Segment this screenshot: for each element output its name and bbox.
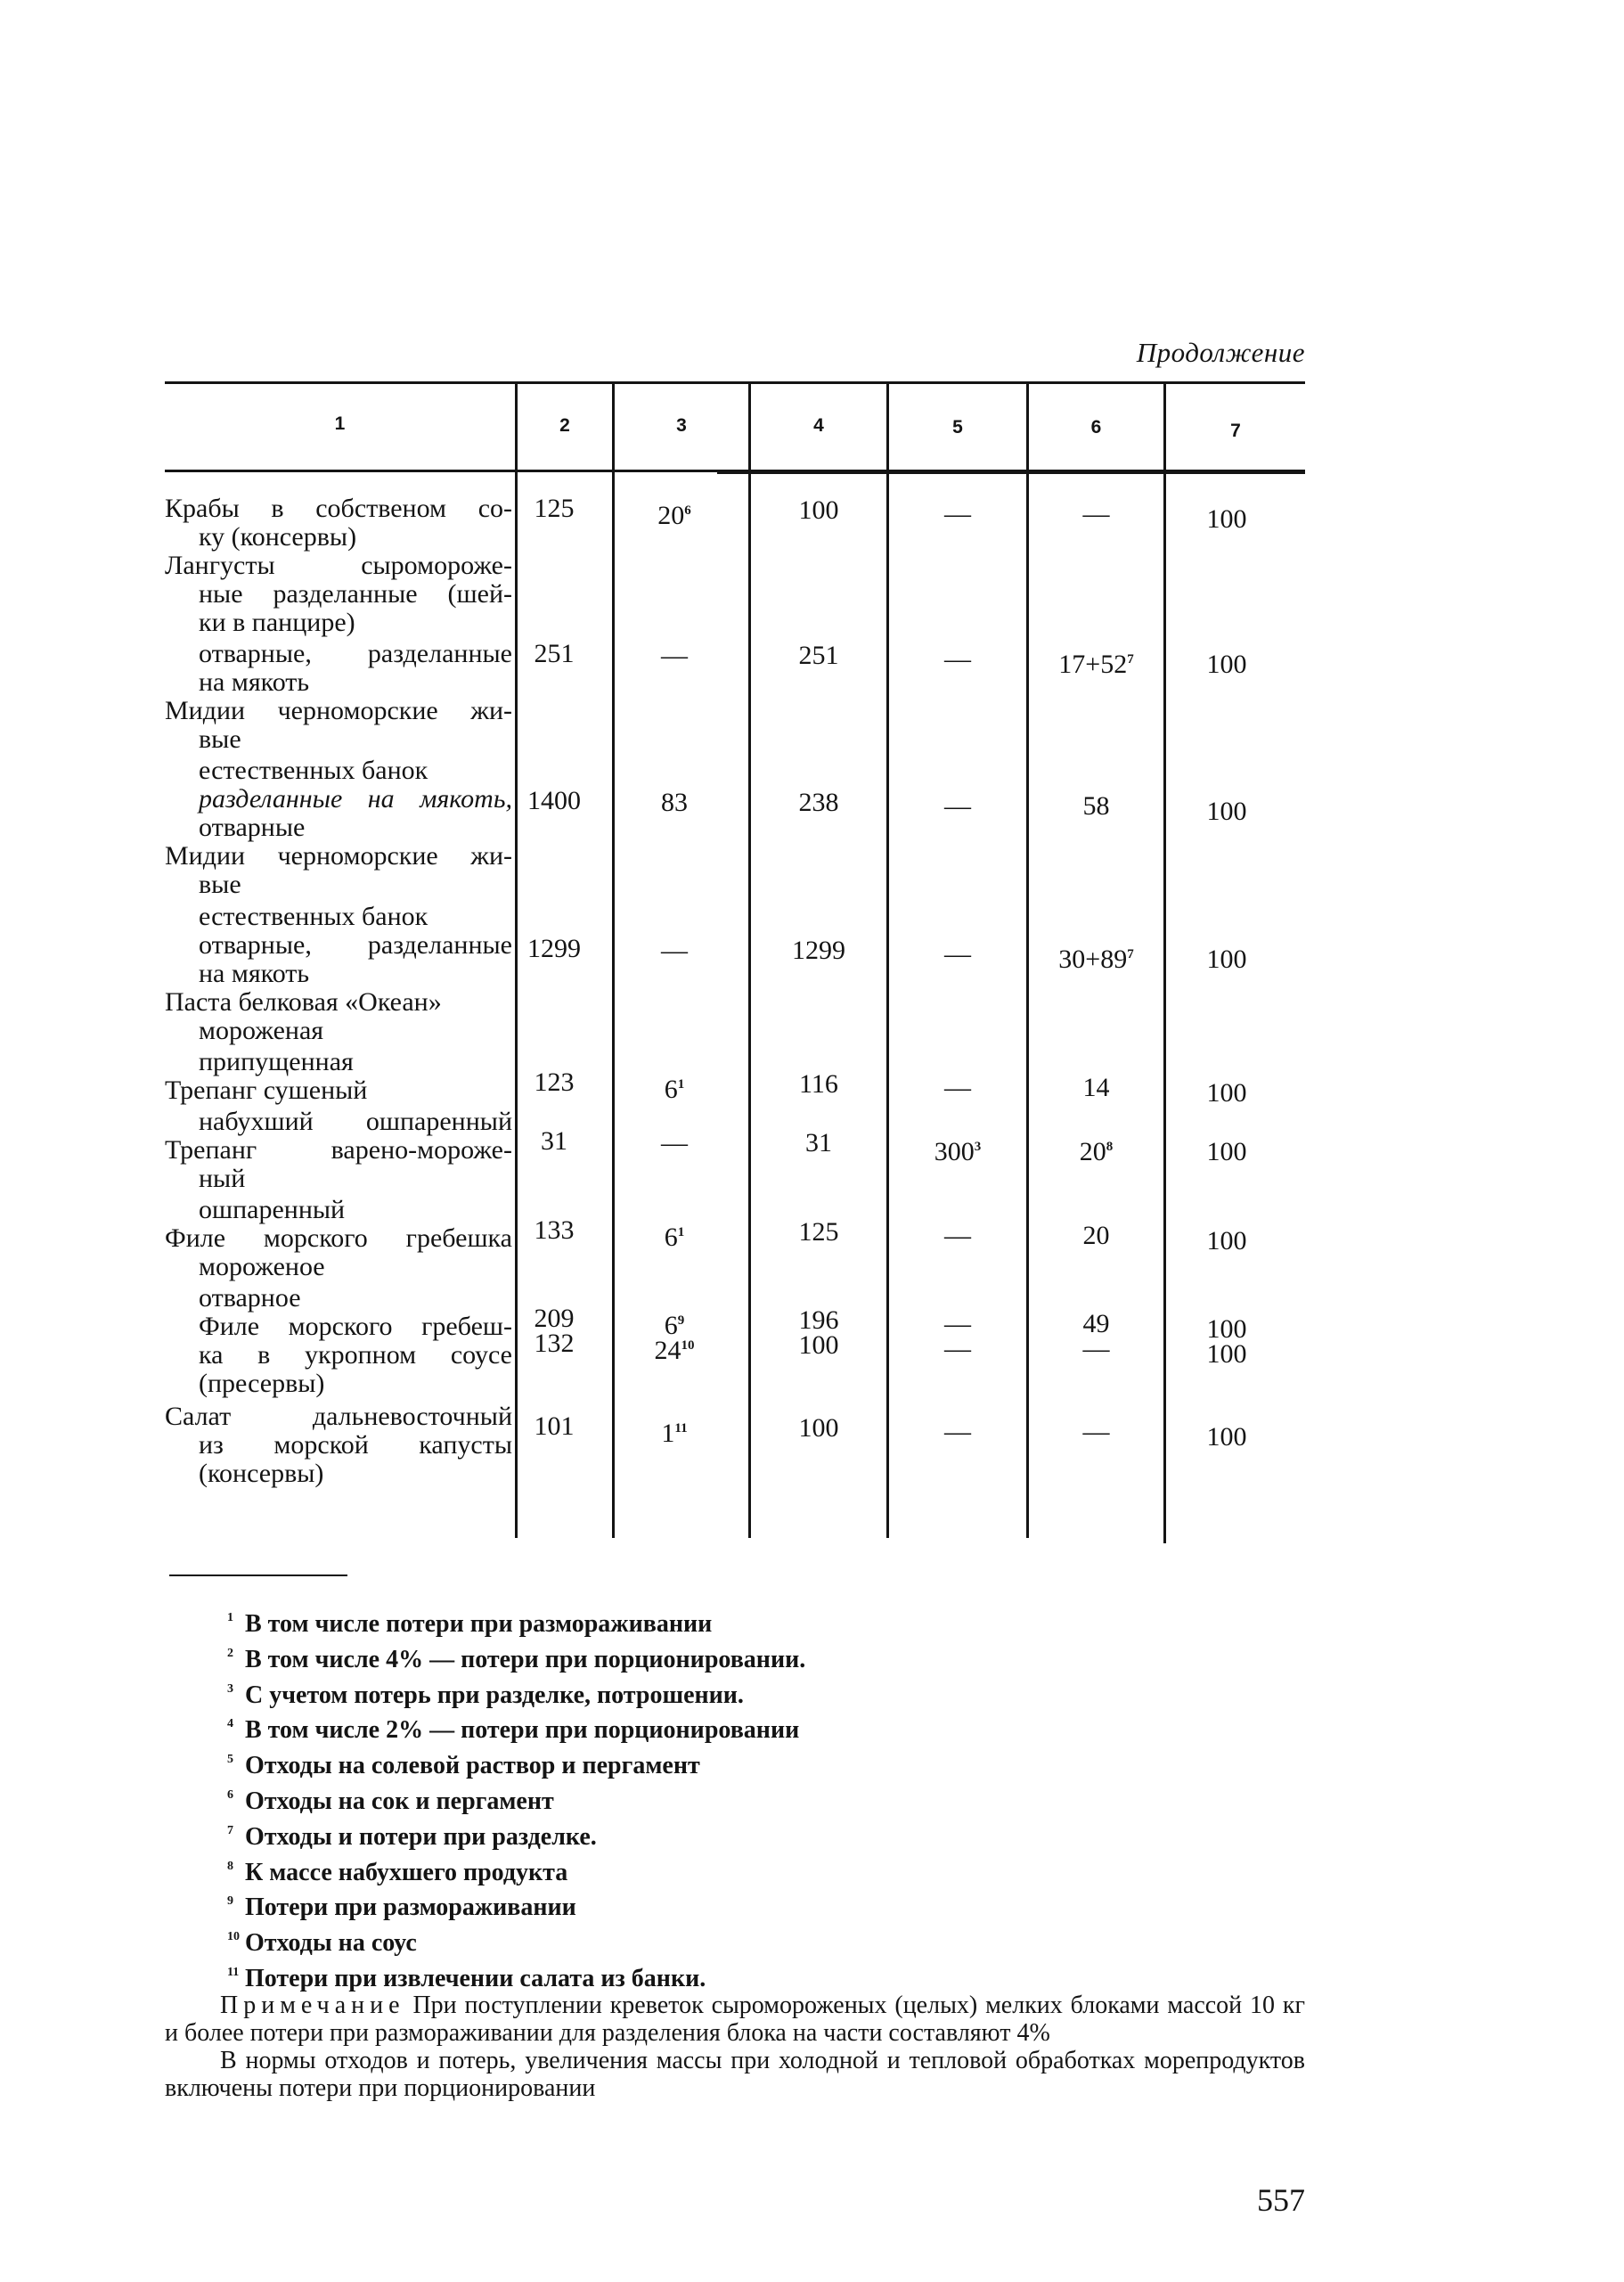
cell-value: 24 bbox=[654, 1336, 681, 1365]
footnote-number: 6 bbox=[227, 1787, 233, 1802]
cell-value: 100 bbox=[1206, 1422, 1247, 1452]
column-header: 5 bbox=[952, 417, 963, 438]
footnote-line bbox=[227, 1817, 1029, 1853]
table-cell-c2 bbox=[507, 1329, 601, 1359]
product-name-line: ошпаренный bbox=[199, 1195, 346, 1224]
table-cell-c5 bbox=[889, 939, 1026, 969]
footnote-text: Отходы на соус bbox=[245, 1929, 417, 1958]
table-cell-c2 bbox=[507, 1215, 601, 1246]
footnote-line bbox=[227, 1853, 1029, 1888]
footnote-ref: 11 bbox=[674, 1421, 688, 1435]
column-header: 4 bbox=[813, 415, 824, 436]
cell-value: 17+52 bbox=[1058, 650, 1128, 679]
footnote-ref: 1 bbox=[677, 1225, 685, 1239]
footnote-line bbox=[227, 1887, 1029, 1923]
footnote-line bbox=[227, 1923, 1029, 1959]
footnote-number: 4 bbox=[227, 1717, 233, 1731]
footnote-line bbox=[227, 1710, 1029, 1746]
footnote-ref: 1 bbox=[677, 1077, 685, 1092]
footnote-text: В том числе потери при размораживании bbox=[245, 1610, 713, 1638]
cell-value: — bbox=[944, 1417, 971, 1446]
cell-value: 100 bbox=[1206, 945, 1247, 974]
table-cell-c6 bbox=[1029, 791, 1163, 822]
product-name-line: мороженая bbox=[199, 1016, 324, 1045]
footnote-number: 3 bbox=[227, 1681, 233, 1696]
cell-value: 31 bbox=[541, 1126, 567, 1156]
footnote-number: 2 bbox=[227, 1646, 233, 1660]
footnote-ref: 10 bbox=[681, 1338, 695, 1353]
footnote-number: 8 bbox=[227, 1859, 233, 1873]
product-name-line: припущенная bbox=[199, 1047, 354, 1076]
table-cell-c6 bbox=[1029, 499, 1163, 529]
cell-value: — bbox=[944, 644, 971, 674]
table-cell-c4 bbox=[751, 1128, 886, 1158]
table-cell-c7 bbox=[1157, 1422, 1296, 1452]
table-cell-c7 bbox=[1157, 1137, 1296, 1167]
cell-value: 100 bbox=[1206, 1314, 1247, 1344]
product-name-line: (пресервы) bbox=[199, 1369, 325, 1398]
cell-value: 133 bbox=[534, 1215, 575, 1245]
product-name-line: Мидии черноморские жи- bbox=[165, 841, 512, 871]
table-cell-c2 bbox=[507, 494, 601, 524]
cell-value: 300 bbox=[934, 1137, 975, 1166]
table-cell-c4 bbox=[751, 1330, 886, 1361]
table-cell-c7 bbox=[1157, 1226, 1296, 1256]
product-name-line: набухший ошпаренный bbox=[199, 1107, 512, 1136]
table-cell-c5 bbox=[889, 499, 1026, 529]
cell-value: 30+89 bbox=[1058, 945, 1128, 974]
table-cell-c3 bbox=[608, 936, 741, 966]
product-name-line: мороженое bbox=[199, 1252, 325, 1281]
cell-value: 100 bbox=[1206, 504, 1247, 534]
cell-value: — bbox=[1082, 1334, 1110, 1363]
cell-value: 100 bbox=[798, 1413, 839, 1443]
footnote-ref: 6 bbox=[684, 503, 691, 518]
product-name-line: Трепанг варено-мороже- bbox=[165, 1135, 512, 1165]
cell-value: 100 bbox=[1206, 1137, 1247, 1166]
table-cell-c6 bbox=[1029, 1334, 1163, 1364]
footnote-text: К массе набухшего продукта bbox=[245, 1858, 568, 1886]
footnote-text: Отходы и потери при разделке. bbox=[245, 1822, 597, 1851]
product-name-line: ные разделанные (шей- bbox=[199, 579, 512, 609]
cell-value: 20 bbox=[657, 501, 685, 530]
table-cell-c3 bbox=[608, 641, 741, 671]
table-cell-c2 bbox=[507, 639, 601, 669]
cell-value: 100 bbox=[1206, 650, 1247, 679]
product-name-line: Паста белковая «Океан» bbox=[165, 987, 442, 1017]
cell-value: 100 bbox=[1206, 1078, 1247, 1108]
note-label: Примечание bbox=[220, 1992, 405, 2019]
table-cell-c3 bbox=[608, 1217, 741, 1253]
product-name-line: Филе морского гребешка bbox=[165, 1223, 512, 1253]
cell-value: 100 bbox=[798, 1330, 839, 1360]
cell-value: — bbox=[661, 936, 688, 965]
product-name-line: Салат дальневосточный bbox=[165, 1402, 512, 1431]
cell-value: 132 bbox=[534, 1329, 575, 1358]
cell-value: 100 bbox=[1206, 797, 1247, 826]
norms-table bbox=[165, 381, 1305, 1540]
cell-value: 101 bbox=[534, 1411, 575, 1441]
footnote-separator bbox=[169, 1574, 347, 1576]
table-cell-c6 bbox=[1029, 1221, 1163, 1251]
cell-value: 6 bbox=[664, 1223, 678, 1252]
table-cell-c5 bbox=[889, 1221, 1026, 1251]
footnote-text: Потери при извлечении салата из банки. bbox=[245, 1964, 706, 1992]
table-cell-c3 bbox=[608, 1330, 741, 1366]
product-name-line: естественных банок bbox=[199, 902, 428, 931]
product-name-line: ку (консервы) bbox=[199, 522, 357, 552]
table-cell-c4 bbox=[751, 641, 886, 671]
cell-value: 6 bbox=[664, 1311, 678, 1340]
product-name-line: разделанные на мякоть, bbox=[199, 784, 512, 814]
table-cell-c2 bbox=[507, 1067, 601, 1098]
footnote-text: Отходы на сок и пергамент bbox=[245, 1787, 554, 1815]
table-cell-c7 bbox=[1157, 1078, 1296, 1108]
product-name-line: из морской капусты bbox=[199, 1430, 512, 1460]
cell-value: 196 bbox=[798, 1305, 839, 1335]
cell-value: 100 bbox=[1206, 1226, 1247, 1256]
note-paragraph bbox=[165, 1992, 1305, 2047]
product-name-line: (консервы) bbox=[199, 1459, 324, 1488]
table-cell-c2 bbox=[507, 1411, 601, 1442]
product-name-line: отварное bbox=[199, 1283, 301, 1313]
table-cell-c5 bbox=[889, 1417, 1026, 1447]
cell-value: 251 bbox=[534, 639, 575, 668]
note bbox=[165, 1992, 1305, 2102]
footnote-ref: 3 bbox=[974, 1140, 982, 1154]
footnote-text: Отходы на солевой раствор и пергамент bbox=[245, 1752, 700, 1780]
cell-value: 100 bbox=[1206, 1339, 1247, 1369]
table-cell-c5 bbox=[889, 1132, 1026, 1167]
cell-value: 209 bbox=[534, 1304, 575, 1333]
product-name-line: вые bbox=[199, 724, 241, 754]
table-cell-c7 bbox=[1157, 797, 1296, 827]
table-cell-c5 bbox=[889, 1334, 1026, 1364]
cell-value: 14 bbox=[1082, 1073, 1110, 1102]
table-cell-c7 bbox=[1157, 650, 1296, 680]
footnote-ref: 9 bbox=[677, 1313, 685, 1328]
footnote-line bbox=[227, 1604, 1029, 1640]
product-name-line: на мякоть bbox=[199, 959, 310, 988]
table-cell-c3 bbox=[608, 495, 741, 531]
cell-value: — bbox=[944, 939, 971, 969]
table-cell-c4 bbox=[751, 936, 886, 966]
footnote-number: 9 bbox=[227, 1894, 233, 1909]
table-cell-c4 bbox=[751, 1217, 886, 1247]
cell-value: 6 bbox=[664, 1075, 678, 1104]
cell-value: — bbox=[944, 1309, 971, 1338]
continued-label: Продолжение bbox=[1136, 337, 1305, 368]
table-cell-c5 bbox=[889, 1073, 1026, 1103]
cell-value: 116 bbox=[799, 1069, 838, 1099]
footnote-number: 7 bbox=[227, 1823, 233, 1837]
table-cell-c4 bbox=[751, 788, 886, 818]
cell-value: — bbox=[944, 791, 971, 821]
table-top-rule bbox=[165, 381, 1305, 384]
product-name-line: Мидии черноморские жи- bbox=[165, 696, 512, 725]
table-cell-c6 bbox=[1029, 1417, 1163, 1447]
cell-value: 125 bbox=[798, 1217, 839, 1247]
table-cell-c6 bbox=[1029, 1132, 1163, 1167]
cell-value: 83 bbox=[661, 788, 688, 817]
cell-value: — bbox=[944, 1073, 971, 1102]
cell-value: — bbox=[944, 499, 971, 528]
page-number: 557 bbox=[1257, 2182, 1305, 2218]
footnote-number: 5 bbox=[227, 1753, 233, 1767]
table-cell-c4 bbox=[751, 1069, 886, 1100]
cell-value: 123 bbox=[534, 1067, 575, 1097]
cell-value: — bbox=[1082, 1417, 1110, 1446]
product-name-line: ный bbox=[199, 1164, 246, 1193]
product-name-line: естественных банок bbox=[199, 756, 428, 785]
table-cell-c5 bbox=[889, 791, 1026, 822]
cell-value: 1299 bbox=[527, 934, 581, 963]
footnote-line bbox=[227, 1959, 1029, 1994]
cell-value: — bbox=[661, 641, 688, 670]
footnote-ref: 7 bbox=[1127, 947, 1134, 961]
table-cell-c2 bbox=[507, 934, 601, 964]
table-cell-c3 bbox=[608, 1069, 741, 1105]
product-name-line: Лангусты сыромороже- bbox=[165, 551, 512, 580]
cell-value: — bbox=[661, 1128, 688, 1157]
product-name-line: отварные, разделанные bbox=[199, 639, 512, 668]
table-cell-c7 bbox=[1157, 1339, 1296, 1370]
footnote-line bbox=[227, 1640, 1029, 1675]
footnote-text: В том числе 4% — потери при порционировании. bbox=[245, 1645, 806, 1673]
table-cell-c3 bbox=[608, 788, 741, 818]
table-cell-c2 bbox=[507, 786, 601, 816]
column-header: 2 bbox=[559, 415, 570, 436]
footnotes bbox=[227, 1604, 1029, 1994]
cell-value: 251 bbox=[798, 641, 839, 670]
cell-value: 49 bbox=[1082, 1309, 1110, 1338]
product-name-line: отварные, разделанные bbox=[199, 930, 512, 960]
footnote-text: В том числе 2% — потери при порционировании bbox=[245, 1716, 800, 1745]
product-name-line: Филе морского гребеш- bbox=[199, 1312, 512, 1341]
footnote-number: 10 bbox=[227, 1930, 240, 1944]
table-cell-c2 bbox=[507, 1126, 601, 1157]
table-cell-c7 bbox=[1157, 945, 1296, 975]
table-cell-c6 bbox=[1029, 939, 1163, 975]
footnote-ref: 7 bbox=[1127, 652, 1134, 667]
table-cell-c3 bbox=[608, 1128, 741, 1158]
column-header: 6 bbox=[1090, 417, 1102, 438]
cell-value: 1299 bbox=[792, 936, 845, 965]
table-cell-c7 bbox=[1157, 504, 1296, 535]
cell-value: — bbox=[944, 1334, 971, 1363]
cell-value: 100 bbox=[798, 495, 839, 525]
cell-value: 1400 bbox=[527, 786, 581, 815]
footnote-line bbox=[227, 1781, 1029, 1817]
table-cell-c6 bbox=[1029, 1073, 1163, 1103]
table-cell-c4 bbox=[751, 1413, 886, 1444]
cell-value: 20 bbox=[1079, 1137, 1106, 1166]
cell-value: — bbox=[1082, 499, 1110, 528]
cell-value: 125 bbox=[534, 494, 575, 523]
product-name-line: ки в панцире) bbox=[199, 608, 355, 637]
product-name-line: вые bbox=[199, 870, 241, 899]
column-header: 3 bbox=[676, 415, 687, 436]
footnote-number: 11 bbox=[227, 1965, 240, 1979]
product-name-line: Трепанг сушеный bbox=[165, 1076, 368, 1105]
header-bottom-rule-thick bbox=[717, 471, 1305, 474]
product-name-line: отварные bbox=[199, 813, 306, 842]
footnote-line bbox=[227, 1675, 1029, 1711]
cell-value: 238 bbox=[798, 788, 839, 817]
footnote-number: 1 bbox=[227, 1611, 233, 1624]
footnote-line bbox=[227, 1746, 1029, 1781]
product-name-line: Крабы в собственом со- bbox=[165, 494, 512, 523]
table-cell-c6 bbox=[1029, 644, 1163, 680]
cell-value: 58 bbox=[1082, 791, 1110, 821]
cell-value: 31 bbox=[805, 1128, 832, 1157]
table-cell-c3 bbox=[608, 1413, 741, 1449]
column-header: 7 bbox=[1230, 421, 1241, 441]
cell-value: — bbox=[944, 1221, 971, 1250]
table-cell-c5 bbox=[889, 644, 1026, 675]
table-cell-c4 bbox=[751, 495, 886, 526]
footnote-text: Потери при размораживании bbox=[245, 1893, 576, 1922]
cell-value: 1 bbox=[661, 1419, 675, 1448]
product-name-line: на мякоть bbox=[199, 667, 310, 697]
footnote-ref: 8 bbox=[1106, 1140, 1114, 1154]
product-name-line: ка в укропном соусе bbox=[199, 1340, 512, 1370]
cell-value: 20 bbox=[1082, 1221, 1110, 1250]
footnote-text: С учетом потерь при разделке, потрошении. bbox=[245, 1681, 744, 1709]
column-header: 1 bbox=[334, 413, 346, 434]
note-paragraph: В нормы отходов и потерь, увеличения массы при холодной и тепловой обработках морепродуктов включены потери при порционировании bbox=[165, 2047, 1305, 2102]
note-text: При поступлении креветок сыромороженых (целых) мелких блоками массой 10 кг и более потери при размораживании для разделения блока на части составляют 4% bbox=[165, 1992, 1306, 2047]
